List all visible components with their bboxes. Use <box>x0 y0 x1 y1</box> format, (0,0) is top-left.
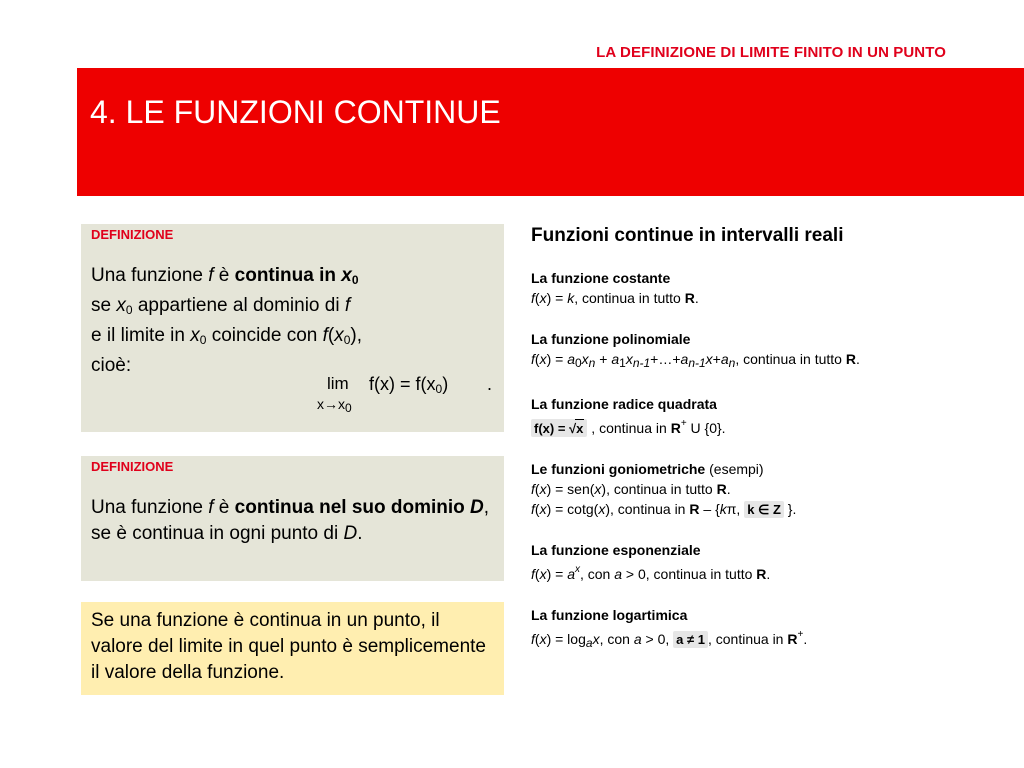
set-R: R <box>684 290 695 306</box>
subscript: 0 <box>435 382 443 396</box>
note-box <box>81 602 504 695</box>
var-x: x <box>539 501 547 517</box>
var-x: x <box>592 631 600 647</box>
text: e il limite in <box>91 325 191 346</box>
limit-formula <box>317 374 497 424</box>
var-a: a <box>567 566 575 582</box>
text: ), continua in tutto <box>601 481 717 497</box>
subscript: 0 <box>125 303 133 317</box>
var-f: f <box>531 481 535 497</box>
list-item-goniometriche: Le funzioni goniometriche (esempi) f(x) = sen(x), continua in tutto R. f(x) = cotg(x), continua in R – {kπ, k ∈ Z }. <box>531 461 797 517</box>
set-R: R <box>845 351 856 367</box>
subscript: a <box>585 636 593 650</box>
set-R: R <box>689 501 700 517</box>
text: ), continua in <box>605 501 690 517</box>
list-item-costante <box>531 268 1001 308</box>
text: , se è continua in ogni punto di <box>91 497 490 544</box>
var-f: f <box>531 351 535 367</box>
a-neq-1-formula-image: a ≠ 1 <box>673 631 708 648</box>
text: . <box>766 566 771 582</box>
text: cioè: <box>91 355 132 376</box>
var-x: x <box>581 351 589 367</box>
subscript: n-1 <box>632 356 651 370</box>
item-title: La funzione polinomiale <box>531 331 691 347</box>
text: U {0}. <box>686 420 726 436</box>
text: ( <box>534 290 540 306</box>
var-x: x <box>594 481 602 497</box>
text: . <box>855 351 860 367</box>
definition-text: Una funzione f è continua in x0 se $x_0$ appartiene al dominio di f e il limite in $x_0$ coincide con $f(x_0)$, cioè: <box>91 263 496 379</box>
text: ) = <box>546 566 568 582</box>
text: ) = sen( <box>546 481 595 497</box>
formula-body <box>369 374 448 396</box>
var-a: a <box>611 351 620 367</box>
definition-label: DEFINIZIONE <box>91 227 174 242</box>
title-banner <box>77 68 1024 196</box>
text: +…+ <box>650 351 681 367</box>
definition-text <box>91 495 496 547</box>
text: }. <box>783 501 797 517</box>
subscript: n <box>588 356 596 370</box>
text: è <box>213 265 235 286</box>
var-D: D <box>343 523 358 544</box>
var-x: x <box>539 481 547 497</box>
set-R: R <box>787 631 798 647</box>
list-item-polinomiale: La funzione polinomiale f(x) = a0xn + a1xn-1+…+an-1x+an, continua in tutto R. <box>531 329 1001 373</box>
formula-text: x <box>576 421 584 436</box>
var-x: x <box>705 351 713 367</box>
superscript: x <box>574 564 580 575</box>
set-R: R <box>716 481 727 497</box>
section-caption: LA DEFINIZIONE DI LIMITE FINITO IN UN PUNTO <box>596 44 946 61</box>
item-title: Le funzioni goniometriche <box>531 461 706 477</box>
text: . <box>694 290 699 306</box>
text: . <box>357 523 363 544</box>
section-heading: Funzioni continue in intervalli reali <box>531 225 844 246</box>
text: ), <box>350 325 363 346</box>
text: è <box>213 497 235 518</box>
subscript: 0 <box>351 273 359 287</box>
text: Una funzione <box>91 497 209 518</box>
list-item-logaritmica: La funzione logartimica f(x) = logax, con a > 0, a ≠ 1 , continua in R+. <box>531 605 1001 653</box>
item-title: La funzione logartimica <box>531 607 688 623</box>
list-item-radice <box>531 394 1001 438</box>
var-a: a <box>633 631 642 647</box>
definition-box-continuity-point <box>81 224 504 432</box>
text: , con <box>579 566 615 582</box>
text: ) = <box>546 351 568 367</box>
var-f: f <box>531 631 535 647</box>
var-f: f <box>531 501 535 517</box>
var-x: x <box>539 351 547 367</box>
text: , continua in <box>587 420 671 436</box>
var-f: f <box>344 295 351 316</box>
set-R: R <box>756 566 767 582</box>
item-title: La funzione esponenziale <box>531 542 701 558</box>
text: se <box>91 295 117 316</box>
note-text: Se una funzione è continua in un punto, il valore del limite in quel punto è semplicemente il valore della funzione. <box>91 610 486 683</box>
text: + <box>595 351 612 367</box>
var-f: f <box>531 566 535 582</box>
text: > 0, continua in tutto <box>622 566 757 582</box>
text: . <box>803 631 808 647</box>
formula-text: ) <box>442 374 449 394</box>
var-x: x <box>334 325 344 346</box>
limit-subscript <box>317 396 352 415</box>
var-x: x <box>539 290 547 306</box>
bold-term: continua nel suo dominio <box>234 497 471 518</box>
text: , continua in <box>707 631 788 647</box>
subscript: 1 <box>619 356 626 370</box>
var-a: a <box>680 351 689 367</box>
var-D: D <box>470 497 484 518</box>
text: (esempi) <box>705 461 764 477</box>
set-R: R <box>670 420 681 436</box>
text: + <box>712 351 721 367</box>
subscript: n-1 <box>688 356 706 370</box>
list-item-esponenziale: La funzione esponenziale $f(x) = a^x$, con a > 0, continua in tutto R. <box>531 540 1001 584</box>
var-x: x <box>539 566 547 582</box>
text: appartiene al dominio di <box>132 295 345 316</box>
bold-term: continua in <box>234 265 342 286</box>
var-f: f <box>322 325 328 346</box>
var-f: f <box>531 290 535 306</box>
superscript: + <box>680 418 687 429</box>
lim-symbol: lim <box>327 374 349 393</box>
text: Una funzione <box>91 265 209 286</box>
var-x: x <box>341 265 352 286</box>
formula-period: . <box>487 374 493 394</box>
subscript: 0 <box>343 333 351 347</box>
text: ) = cotg( <box>546 501 599 517</box>
formula-text: x→x <box>317 396 345 412</box>
var-a: a <box>567 351 575 367</box>
text: , con <box>599 631 634 647</box>
k-in-Z-formula-image: k ∈ Z <box>744 501 784 518</box>
subscript: 0 <box>345 401 352 415</box>
var-x: x <box>598 501 606 517</box>
subscript: 0 <box>574 356 582 370</box>
text: ) = log <box>546 631 586 647</box>
var-a: a <box>720 351 729 367</box>
var-k: k <box>719 501 727 517</box>
var-f: f <box>208 497 214 518</box>
var-x: x <box>116 295 126 316</box>
text: > 0, <box>641 631 674 647</box>
superscript: + <box>797 629 804 640</box>
text: ) = <box>546 290 568 306</box>
var-x: x <box>539 631 547 647</box>
text: . <box>726 481 731 497</box>
formula-text: f(x) = <box>534 421 566 436</box>
text: coincide con <box>206 325 323 346</box>
var-k: k <box>567 290 575 306</box>
item-title: La funzione costante <box>531 270 671 286</box>
text: – { <box>699 501 720 517</box>
subscript: 0 <box>199 333 207 347</box>
definition-label: DEFINIZIONE <box>91 459 174 474</box>
var-f: f <box>208 265 214 286</box>
subscript: n <box>728 356 736 370</box>
var-a: a <box>614 566 623 582</box>
definition-box-continuity-domain <box>81 456 504 581</box>
text: , continua in tutto <box>574 290 685 306</box>
text: , continua in tutto <box>735 351 846 367</box>
formula-text: f(x) = f(x <box>369 374 436 394</box>
var-x: x <box>625 351 633 367</box>
text: π, <box>726 501 745 517</box>
continuous-functions-list <box>531 226 1001 674</box>
sqrt-formula-image: f(x) = √x <box>531 419 587 437</box>
item-title: La funzione radice quadrata <box>531 396 717 412</box>
slide-title: 4. LE FUNZIONI CONTINUE <box>90 94 501 130</box>
var-x: x <box>190 325 200 346</box>
